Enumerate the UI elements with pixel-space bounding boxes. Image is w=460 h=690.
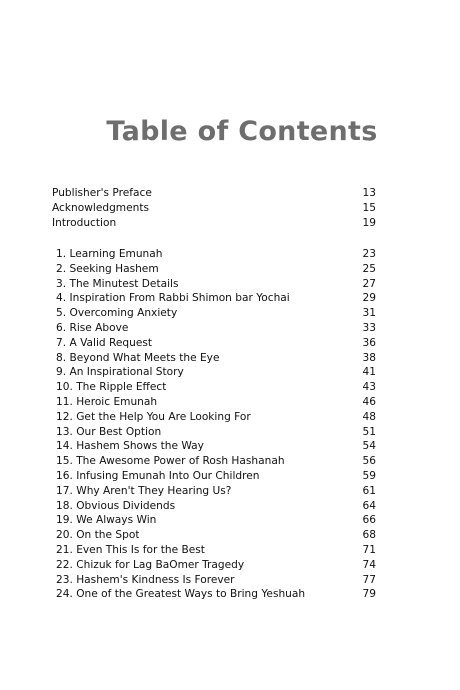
toc-entry	[56, 262, 376, 277]
toc-entry-page-number: 38	[362, 351, 376, 364]
toc-entry-title: 8. Beyond What Meets the Eye	[56, 351, 220, 364]
toc-entry-title: 4. Inspiration From Rabbi Shimon bar Yochai	[56, 292, 290, 305]
toc-entry-title: 2. Seeking Hashem	[56, 262, 159, 275]
toc-entry-page-number: 48	[362, 410, 376, 423]
toc-entry-page-number: 15	[362, 201, 376, 214]
toc-entry-page-number: 36	[362, 336, 376, 349]
toc-entry	[56, 247, 376, 262]
toc-entry-title: 11. Heroic Emunah	[56, 395, 158, 408]
page-title: Table of Contents	[106, 116, 378, 147]
toc-entry-page-number: 25	[362, 262, 376, 275]
toc-entry-title: 21. Even This Is for the Best	[56, 543, 205, 556]
toc-entry-page-number: 19	[362, 216, 376, 229]
toc-entry-title: 19. We Always Win	[56, 514, 157, 527]
toc-entry	[56, 395, 376, 410]
toc-entry	[52, 216, 376, 231]
toc-entry-page-number: 77	[362, 573, 376, 586]
toc-entry	[56, 291, 376, 306]
toc-entry-page-number: 61	[362, 484, 376, 497]
toc-entry-page-number: 54	[362, 440, 376, 453]
toc-entry	[56, 351, 376, 366]
toc-entry-title: 24. One of the Greatest Ways to Bring Yeshuah	[56, 588, 306, 601]
toc-entry-title: 20. On the Spot	[56, 529, 140, 542]
toc-entry-title: Acknowledgments	[52, 201, 150, 214]
toc-entry-page-number: 31	[362, 307, 376, 320]
toc-entry-page-number: 56	[362, 455, 376, 468]
toc-entry	[56, 558, 376, 573]
toc-entry	[56, 410, 376, 425]
toc-entry-page-number: 29	[362, 292, 376, 305]
toc-entry-title: 10. The Ripple Effect	[56, 381, 167, 394]
toc-entry-title: 17. Why Aren't They Hearing Us?	[56, 484, 232, 497]
toc-entry	[56, 543, 376, 558]
toc-entry-title: 23. Hashem's Kindness Is Forever	[56, 573, 235, 586]
toc-entry-page-number: 33	[362, 321, 376, 334]
toc-entry	[56, 439, 376, 454]
toc-entry	[56, 336, 376, 351]
toc-entry	[56, 380, 376, 395]
toc-entry	[56, 573, 376, 588]
toc-entry	[56, 469, 376, 484]
toc-entry-title: 6. Rise Above	[56, 321, 129, 334]
toc-entry	[56, 321, 376, 336]
toc-entry-page-number: 46	[362, 395, 376, 408]
toc-entry-title: 1. Learning Emunah	[56, 248, 163, 260]
toc-entry-title: 13. Our Best Option	[56, 425, 162, 438]
toc-entry	[56, 277, 376, 292]
toc-entry-title: 5. Overcoming Anxiety	[56, 307, 178, 320]
toc-entry-title: 14. Hashem Shows the Way	[56, 440, 204, 453]
toc-entry-page-number: 59	[362, 469, 376, 482]
toc-entry	[56, 425, 376, 440]
toc-entry	[56, 306, 376, 321]
toc-entry	[52, 186, 376, 201]
toc-entry-title: 9. An Inspirational Story	[56, 366, 184, 379]
toc-entry	[56, 454, 376, 469]
toc-entry	[56, 484, 376, 499]
toc-entry-page-number: 71	[362, 543, 376, 556]
toc-entry-page-number: 68	[362, 529, 376, 542]
toc-entry-title: 15. The Awesome Power of Rosh Hashanah	[56, 455, 285, 468]
toc-entry-title: 12. Get the Help You Are Looking For	[56, 410, 251, 423]
toc-entry-title: Publisher's Preface	[52, 187, 152, 199]
toc-entry-title: 16. Infusing Emunah Into Our Children	[56, 469, 260, 482]
toc-entry-page-number: 74	[362, 558, 376, 571]
toc-entry	[56, 513, 376, 528]
toc-entry-title: Introduction	[52, 216, 117, 229]
chapter-list	[56, 247, 376, 602]
toc-entry-title: 22. Chizuk for Lag BaOmer Tragedy	[56, 558, 245, 571]
front-matter-list	[52, 186, 376, 230]
toc-entry-page-number: 79	[362, 588, 376, 601]
toc-entry-page-number: 41	[362, 366, 376, 379]
toc-entry	[56, 499, 376, 514]
toc-entry	[56, 587, 376, 602]
toc-entry-page-number: 66	[362, 514, 376, 527]
toc-entry-page-number: 13	[362, 187, 376, 199]
toc-entry-page-number: 23	[362, 248, 376, 260]
toc-entry-title: 18. Obvious Dividends	[56, 499, 176, 512]
toc-entry	[52, 201, 376, 216]
toc-entry-page-number: 51	[362, 425, 376, 438]
toc-entry	[56, 365, 376, 380]
toc-entry	[56, 528, 376, 543]
toc-entry-page-number: 27	[362, 277, 376, 290]
toc-entry-title: 3. The Minutest Details	[56, 277, 179, 290]
toc-entry-page-number: 64	[362, 499, 376, 512]
toc-entry-page-number: 43	[362, 381, 376, 394]
toc-entry-title: 7. A Valid Request	[56, 336, 153, 349]
